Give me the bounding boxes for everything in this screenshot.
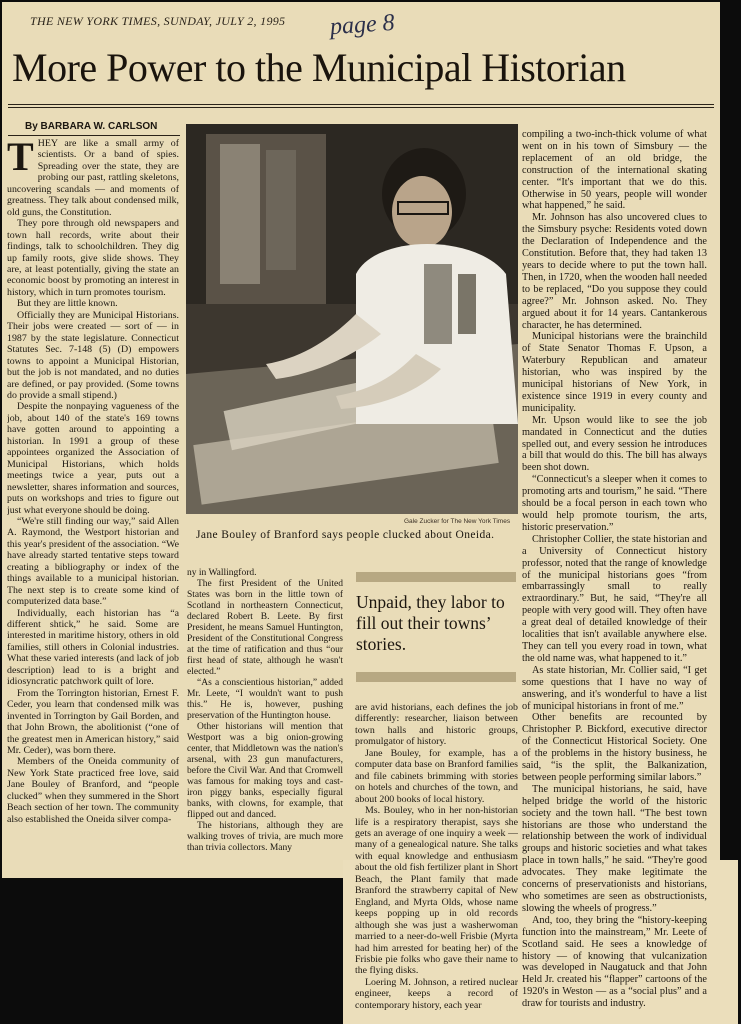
article-column-2 (187, 568, 343, 868)
paragraph: “Connecticut's a sleeper when it comes to promoting arts and tourism,” he said. “There should be a focal person in each town who would help promote tourism, the arts, historic preservation.” (522, 474, 707, 533)
paragraph: And, too, they bring the “history-keeping function into the mainstream,” Mr. Leete of Scotland said. He sees a knowledge of history — of knowing that vulcanization was developed in Naugatuck and that John Held Jr. created his “flapper” cartoons of the 1920's in Weston — as a “social plus” and a draw for tourists and industry. (522, 914, 707, 1010)
paragraph: The first President of the United States was born in the little town of Scotland in northeastern Connecticut, declared Robert B. Leete. By first President, he means Samuel Huntington, President of the Constitutional Congress at the time of ratification and thus “our first head of state, although he wasn't elected.” (187, 579, 343, 678)
byline: By BARBARA W. CARLSON (25, 121, 158, 132)
headline-rule-2 (8, 107, 714, 108)
article-column-1 (7, 138, 179, 874)
paragraph: are avid historians, each defines the job differently: researcher, liaison between town halls and historic groups, promulgator of history. (355, 702, 518, 748)
paragraph: Mr. Johnson has also uncovered clues to the Simsbury psyche: Residents voted down the Declaration of Independence and the Constitution. Before that, they had taken 13 years to decide where to put the town hall. Then, in 1720, when the wooden hall needed to be replaced, “Do you suppose they could agree?” Mr. Johnson asked. No. They argued about it for 14 years. Cantankerous character, he has determined. (522, 212, 707, 331)
photo (186, 124, 518, 514)
photo-caption: Jane Bouley of Branford says people clucked about Oneida. (196, 529, 495, 541)
paragraph: compiling a two-inch-thick volume of what went on in his town of Simsbury — the replacement of an old bridge, the construction of the international skating center. “It's important that we do this. Otherwise in 50 years, people will wonder what happened,” he said. (522, 129, 707, 212)
article-column-3 (355, 702, 518, 1020)
headline: More Power to the Municipal Historian (12, 45, 626, 90)
paragraph: Officially they are Municipal Historians. Their jobs were created — sort of — in 1987 by the state legislature. Connecticut Statutes Sec. 7-148 (5) (D) empowers towns to appoint a Municipal Historian, but the job is not mandated, and no duties are defined, or pay provided. (Some towns do provide a small stipend.) (7, 309, 179, 401)
paragraph: Other historians will mention that Westport was a big onion-growing center, that Middletown was the nation's arsenal, with 23 gun manufacturers, before the Civil War. And that Cromwell was famous for making toys and cast-iron piggy banks, especially figural banks, with clowns, for example, that flipped out and danced. (187, 722, 343, 821)
paragraph: Individually, each historian has “a different shtick,” he said. Some are interested in maritime history, others in old families, still others in Colonial industries. What these varied interests (and lack of job description) lead to is a bright and idiosyncratic patchwork quilt of lore. (7, 607, 179, 688)
paragraph: Other benefits are recounted by Christopher P. Bickford, executive director of the Connecticut Historical Society. One of the problems in the history business, he said, “is the split, the Balkanization, between people performing similar labors.” (522, 712, 707, 783)
paragraph: But they are little known. (17, 298, 118, 310)
pull-quote: Unpaid, they labor to fill out their towns’ stories. (356, 592, 505, 654)
paragraph: They pore through old newspapers and town hall records, write about their findings, talk to schoolchildren. They dig up family roots, give slide shows. They are, at least potentially, giving the state an economic boost by promoting an interest in history, which in turn promotes tourism. (7, 218, 179, 298)
paragraph: ny in Wallingford. (187, 568, 257, 578)
paragraph: The municipal historians, he said, have helped bridge the world of the historic society and the town hall. “The best town historians are those who understand the relationship between the work of individual groups and historic societies and what takes place in town halls,” he said. “They're good advocates. They make legitimate the concerns of preservationists and historians, who sometimes are seen as obstructionists, slowing the wheels of progress.” (522, 783, 707, 914)
byline-rule (8, 135, 180, 136)
photo-image (186, 124, 518, 514)
pull-quote-bar-top (356, 572, 516, 582)
paragraph: “We're still finding our way,” said Allen A. Raymond, the Westport historian and this year's president of the association. “We have already started tentative steps toward creating a bibliography or index of the things available to a municipal historian. The next step is to create some kind of computerized data base.” (7, 515, 179, 608)
background (0, 878, 343, 1024)
paragraph: Christopher Collier, the state historian and a University of Connecticut history professor, noted that the range of knowledge of the municipal historians goes “from embarrassingly small to really extraordinary.” But, he said, “They're all people with very good will. They often have a great deal of detailed knowledge of their localities that isn't available anywhere else. They can tell you every road in town, what the old name was, what happened to it.” (522, 533, 707, 664)
paragraph: As state historian, Mr. Collier said, “I get some questions that I have no way of answering, and it's wonderful to have a list of municipal historians in front of me.” (522, 664, 707, 712)
article-column-4 (522, 129, 707, 1019)
paragraph: Ms. Bouley, who in her non-historian life is a respiratory therapist, says she gets an average of one inquiry a week — many of a genealogical nature. She talks with equal knowledge and enthusiasm about the old fish fertilizer plant in Short Beach, the Plant family that made Branford the strawberry capital of New England, and Myrta Olds, whose name keeps popping up in old records although she was just a washerwoman married to a neer-do-well Frisbie (Myrta had him arrested for beating her) of the Frisbie pie folks who gave their name to the flying disks. (355, 805, 518, 977)
paragraph: Municipal historians were the brainchild of State Senator Thomas F. Upson, a Waterbury Republican and amateur historian, who was inspired by the municipal historians of New York, in existence since 1919 in every county and municipality. (522, 331, 707, 414)
paragraph: Mr. Upson would like to see the job mandated in Connecticut and the duties spelled out, and every session he introduces a bill that would do this. The bill has always been shot down. (522, 414, 707, 474)
handwritten-note: page 8 (329, 9, 396, 41)
paragraph: From the Torrington historian, Ernest F. Ceder, you learn that condensed milk was invented in Torrington by Gail Borden, and that John Brown, the abolitionist (“one of the greatest men in American history,” said Mr. Ceder), was born there. (7, 687, 179, 757)
photo-credit: Gale Zucker for The New York Times (404, 518, 511, 525)
dateline: THE NEW YORK TIMES, SUNDAY, JULY 2, 1995 (30, 14, 286, 28)
paragraph: Despite the nonpaying vagueness of the job, about 140 of the state's 169 towns have gotten around to appointing a historian. In 1991 a group of these appointees organized the Association of Municipal Historians, which holds meetings twice a year, puts out a newsletter, shares information and sources, puts on workshops and tries to figure out just what everyone should be doing. (7, 401, 179, 516)
paragraph: Jane Bouley, for example, has a computer data base on Branford families and file cabinets brimming with stories on hotels and churches of the town, and about 200 books of local history. (355, 747, 518, 805)
pull-quote-bar-bottom (356, 672, 516, 682)
paragraph: “As a conscientious historian,” added Mr. Leete, “I wouldn't want to push this.” He is, however, pushing preservation of the Huntington house. (187, 678, 343, 722)
drop-cap: T (7, 138, 34, 179)
paragraph: The historians, although they are walking troves of trivia, are much more than trivia collectors. Many (187, 821, 343, 854)
paragraph: Loering M. Johnson, a retired nuclear engineer, keeps a record of contemporary history, each year (355, 976, 518, 1011)
headline-rule (8, 104, 714, 105)
paragraph: HEY are like a small army of scientists. Or a band of spies. Spreading over the state, they are probing our past, rattling skeletons, uncovering scandals — and moments of greatness. They talk about condensed milk, old guns, the Constitution. (7, 138, 179, 218)
paragraph: Members of the Oneida community of New York State practiced free love, said Jane Bouley of Branford, and “people clucked” when they summered in the Short Beach section of her town. The community also established the Oneida silver compa- (7, 756, 179, 825)
